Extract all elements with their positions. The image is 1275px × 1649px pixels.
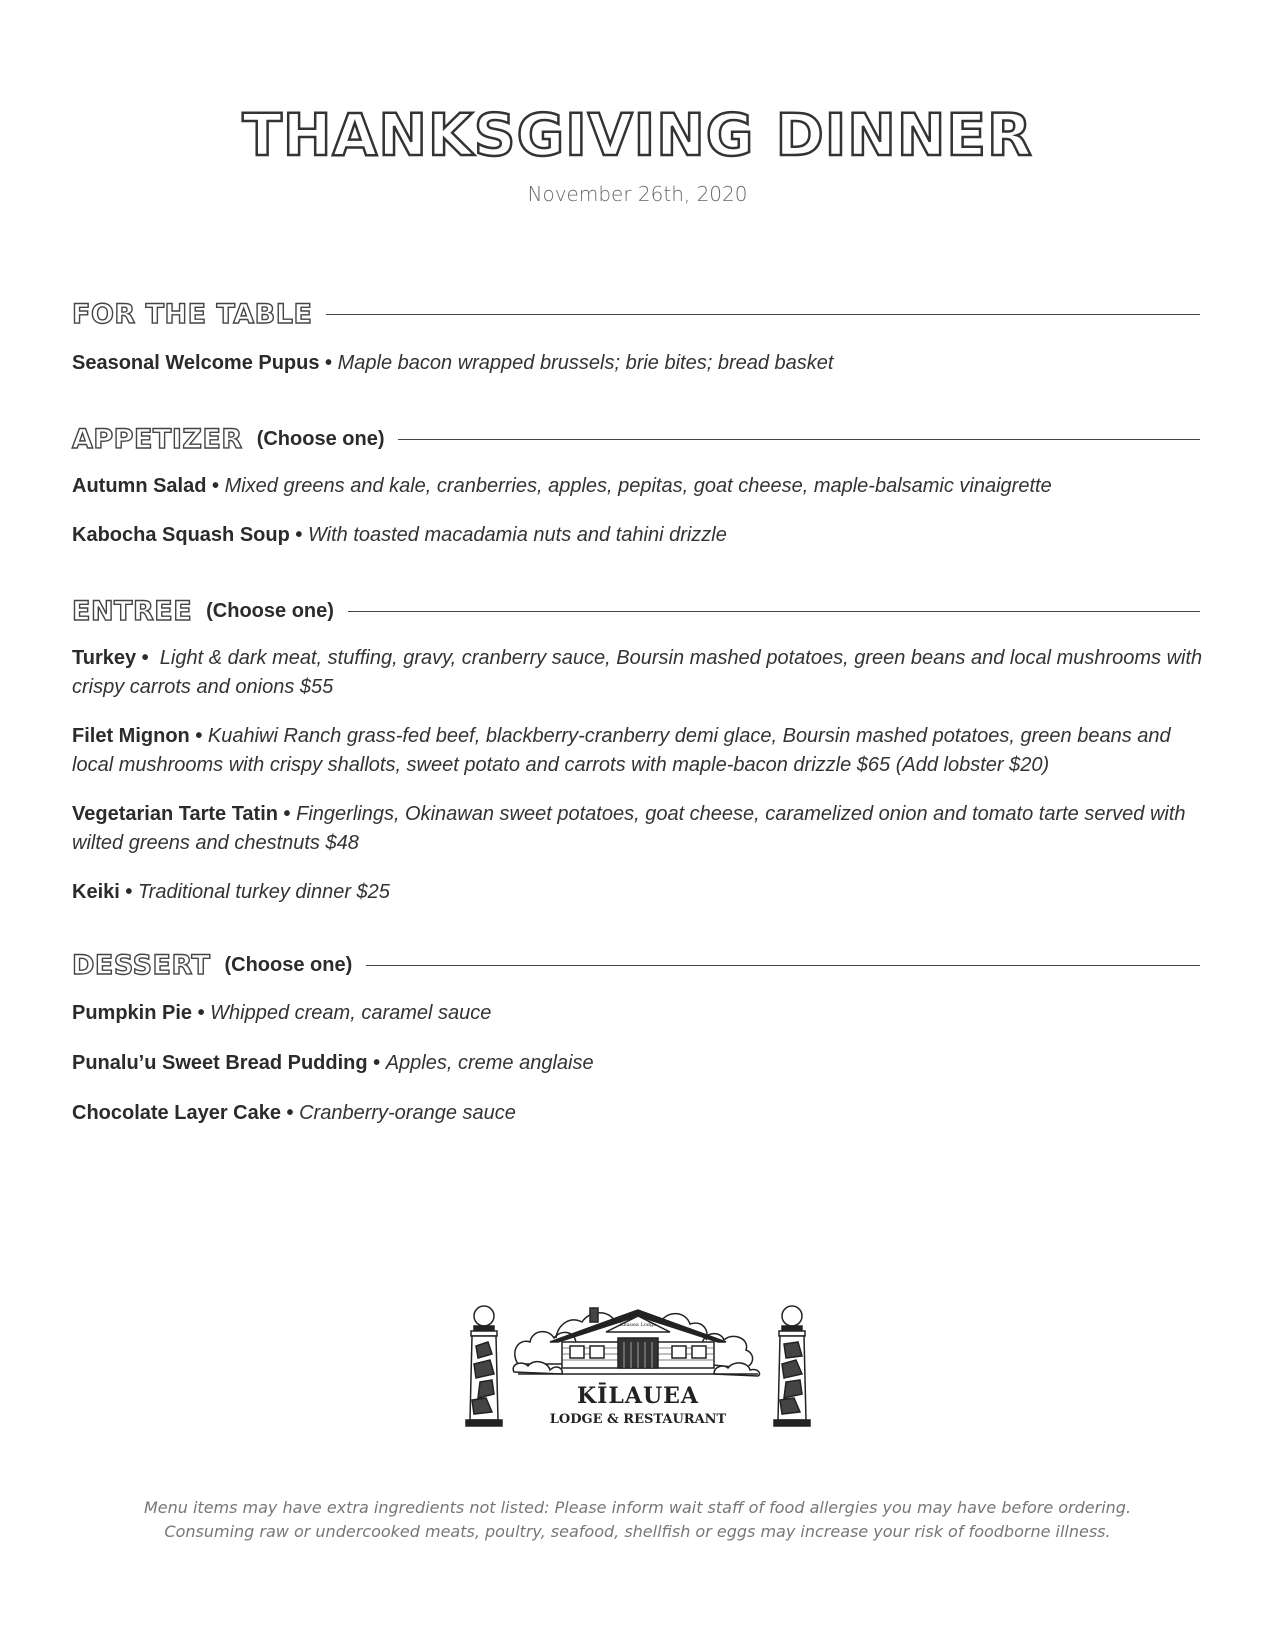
item-name: Chocolate Layer Cake [72,1102,281,1124]
pillar-lamp-icon [782,1306,802,1326]
section-divider [398,439,1200,440]
item-name: Kabocha Squash Soup [72,524,290,546]
logo-name: KĪLAUEA [577,1383,699,1409]
item-name: Punalu’u Sweet Bread Pudding [72,1052,368,1074]
item-description: With toasted macadamia nuts and tahini drizzle [307,524,727,546]
menu-item: Chocolate Layer Cake • Cranberry-orange sauce [72,1102,516,1124]
disclaimer-line: Menu items may have extra ingredients not listed: Please inform wait staff of food allergies you may have before ordering. [143,1498,1132,1517]
item-description: Fingerlings, Okinawan sweet potatoes, goat cheese, caramelized onion and tomato tarte served with wilted greens and chestnuts $48 [72,803,1186,854]
section-title: APPETIZER [72,423,243,455]
menu-item: Vegetarian Tarte Tatin • Fingerlings, Okinawan sweet potatoes, goat cheese, caramelized onion and tomato tarte served with wilted greens and chestnuts $48 [72,803,1186,854]
section-note: (Choose one) [224,953,353,976]
item-description: Cranberry-orange sauce [299,1102,516,1124]
menu-item: Autumn Salad • Mixed greens and kale, cranberries, apples, pepitas, goat cheese, maple-balsamic vinaigrette [72,475,1052,497]
item-description: Maple bacon wrapped brussels; brie bites; bread basket [337,352,834,374]
menu-item: Kabocha Squash Soup • With toasted macadamia nuts and tahini drizzle [72,524,727,546]
section-title: FOR THE TABLE [72,298,313,330]
item-name: Seasonal Welcome Pupus [72,352,320,374]
section-divider [348,611,1200,612]
menu-item: Keiki • Traditional turkey dinner $25 [72,881,390,903]
section-note: (Choose one) [206,599,334,622]
item-description: Whipped cream, caramel sauce [210,1002,492,1024]
item-description: Apples, creme anglaise [385,1052,594,1074]
item-name: Vegetarian Tarte Tatin [72,803,278,825]
item-description: Kuahiwi Ranch grass-fed beef, blackberry-cranberry demi glace, Boursin mashed potatoes, green beans and local mushrooms with crispy shallots, sweet potato and carrots with maple-bacon drizzle $65 (Add lobster $20) [72,725,1171,776]
item-description: Light & dark meat, stuffing, gravy, cranberry sauce, Boursin mashed potatoes, green beans and local mushrooms with crispy carrots and onions $55 [72,647,1203,698]
section-divider [366,965,1200,966]
menu-item: Pumpkin Pie • Whipped cream, caramel sauce [72,1002,492,1024]
menu-date: November 26th, 2020 [527,182,748,206]
section-note: (Choose one) [256,427,385,450]
menu-item: Filet Mignon • Kuahiwi Ranch grass-fed beef, blackberry-cranberry demi glace, Boursin mashed potatoes, green beans and local mushrooms with crispy shallots, sweet potato and carrots with maple-bacon drizzle $65 (Add lobster $20) [72,725,1171,776]
section-header-appetizer [72,421,1200,457]
menu-item: Seasonal Welcome Pupus • Maple bacon wrapped brussels; brie bites; bread basket [72,352,834,374]
section-title: DESSERT [72,949,211,981]
section-divider [326,314,1200,315]
item-description: Traditional turkey dinner $25 [137,881,390,903]
disclaimer-line: Consuming raw or undercooked meats, poultry, seafood, shellfish or eggs may increase your risk of foodborne illness. [164,1522,1111,1541]
item-name: Keiki [72,881,120,903]
menu-item: Turkey • Light & dark meat, stuffing, gravy, cranberry sauce, Boursin mashed potatoes, green beans and local mushrooms with crispy carrots and onions $55 [72,647,1203,698]
item-name: Pumpkin Pie [72,1002,193,1024]
disclaimer [0,1496,1275,1544]
kilauea-lodge-logo [458,1302,818,1432]
logo-subtitle: LODGE & RESTAURANT [549,1412,727,1427]
section-title: ENTREE [72,595,193,627]
item-name: Filet Mignon [72,725,190,747]
item-name: Autumn Salad [72,475,207,497]
section-header-dessert [72,947,1200,983]
menu-title: THANKSGIVING DINNER [242,101,1033,169]
item-name: Turkey [72,647,137,669]
pillar-lamp-icon [474,1306,494,1326]
section-header-for-the-table [72,296,1200,332]
menu-item: Punalu’u Sweet Bread Pudding • Apples, creme anglaise [72,1052,594,1074]
logo-sign-text: Kilauea Lodge [619,1322,657,1328]
section-header-entree [72,593,1200,629]
item-description: Mixed greens and kale, cranberries, apples, pepitas, goat cheese, maple-balsamic vinaigrette [224,475,1052,497]
